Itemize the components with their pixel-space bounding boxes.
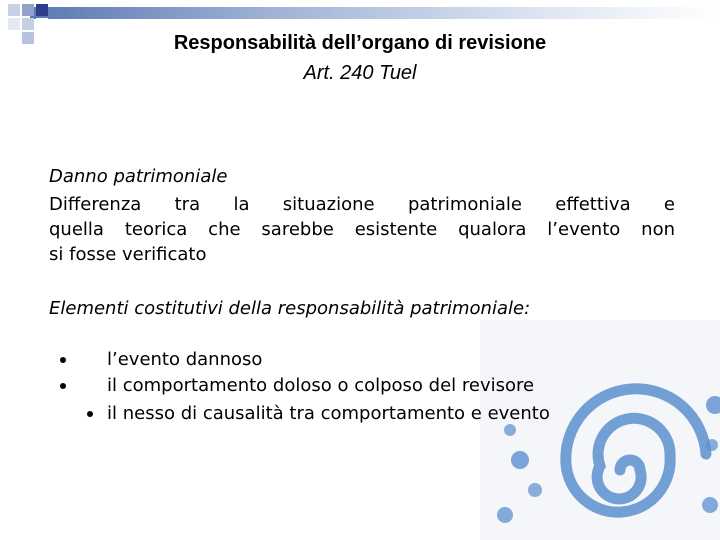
- list-item: l’evento dannoso: [107, 349, 263, 370]
- slide-subtitle: Art. 240 Tuel: [303, 62, 417, 84]
- decorative-square: [8, 4, 20, 16]
- spiral-decoration-icon: [480, 320, 720, 540]
- definition-line: quella teorica che sarebbe esistente qualora l’evento non: [49, 219, 675, 240]
- bullet-icon: [60, 383, 66, 389]
- decorative-square: [36, 4, 48, 16]
- definition-line: Differenza tra la situazione patrimoniale effettiva e: [49, 194, 675, 215]
- list-item: il nesso di causalità tra comportamento e evento: [107, 403, 550, 424]
- header-gradient-bar: [30, 7, 720, 19]
- definition-paragraph: [49, 192, 675, 267]
- decorative-square: [22, 18, 34, 30]
- decorative-square: [36, 18, 48, 30]
- bullet-icon: [60, 357, 66, 363]
- list-item: il comportamento doloso o colposo del revisore: [107, 375, 535, 396]
- slide-title: Responsabilità dell’organo di revisione: [173, 32, 547, 54]
- section-heading-elementi: Elementi costitutivi della responsabilità patrimoniale:: [49, 298, 531, 319]
- decorative-square: [22, 4, 34, 16]
- definition-line: si fosse verificato: [49, 244, 207, 265]
- bullet-icon: [87, 411, 93, 417]
- section-heading-danno: Danno patrimoniale: [49, 166, 228, 187]
- decorative-square: [8, 18, 20, 30]
